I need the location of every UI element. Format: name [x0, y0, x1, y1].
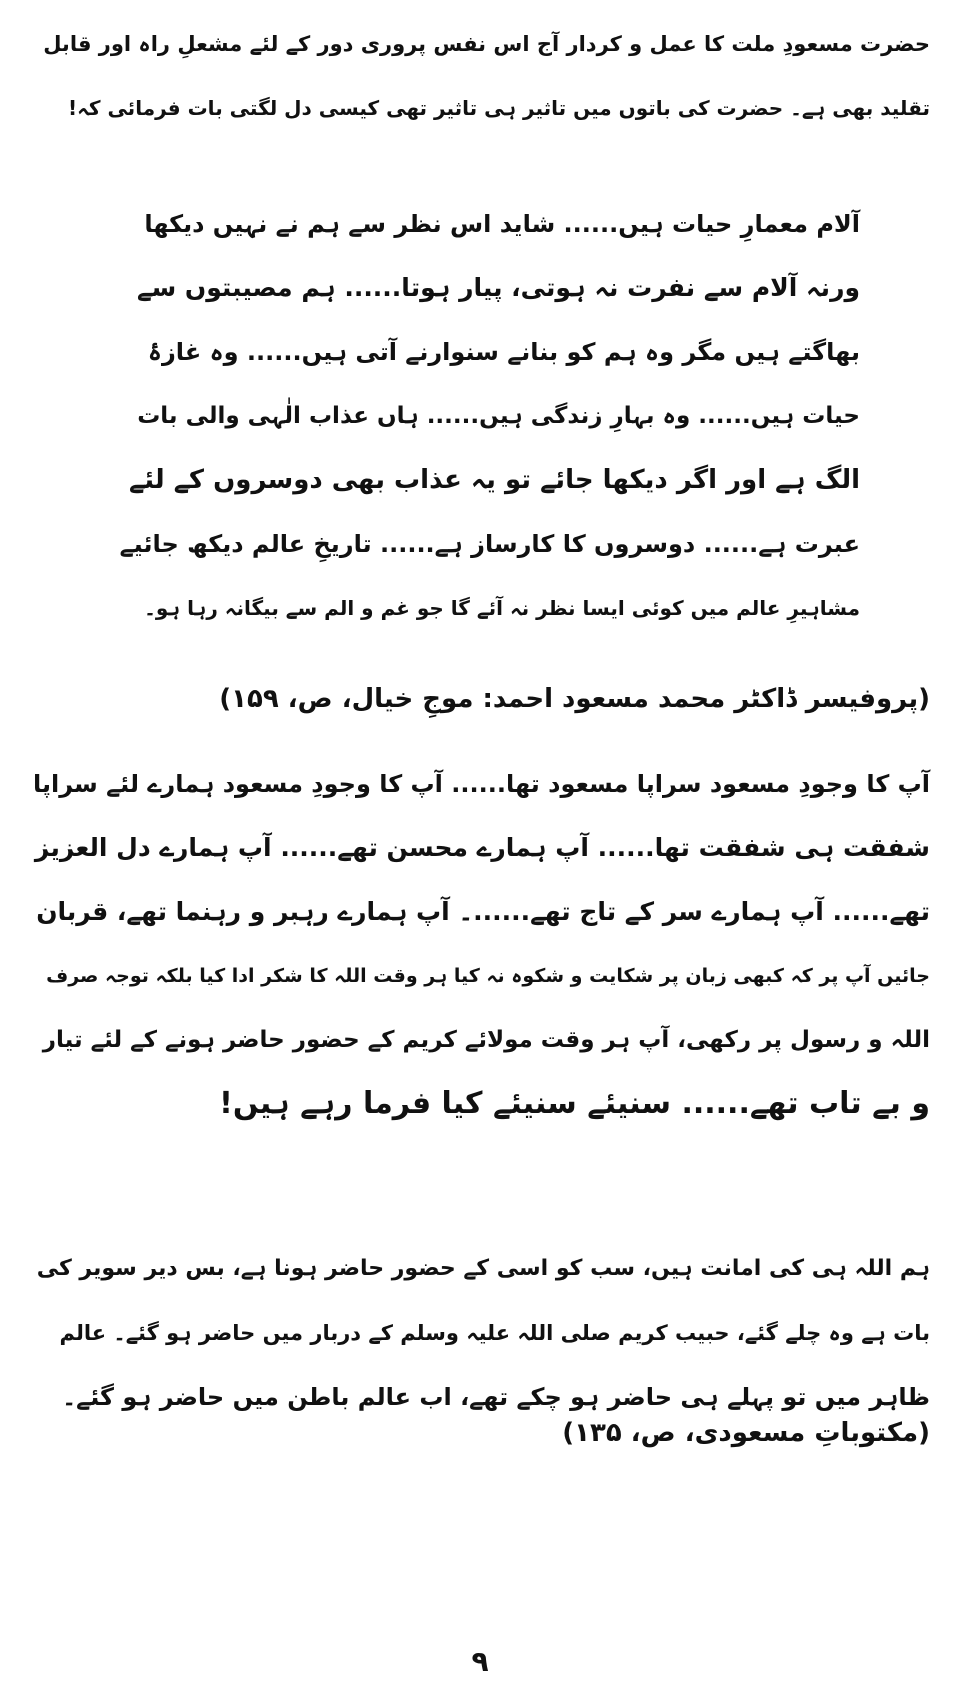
closing-line: ہم اللہ ہی کی امانت ہیں، سب کو اسی کے حضور حاضر ہونا ہے، بس دیر سویر کی — [36, 1256, 930, 1281]
intro-line: تقلید بھی ہے۔ حضرت کی باتوں میں تاثیر ہی تاثیر تھی کیسی دل لگتی بات فرمائی کہ! — [68, 96, 930, 120]
quoted-passage — [120, 192, 860, 640]
quote-line: مشاہیرِ عالم میں کوئی ایسا نظر نہ آئے گا جو غم و الم سے بیگانہ رہا ہو۔ — [144, 596, 860, 620]
body-line: آپ کا وجودِ مسعود سراپا مسعود تھا...... آپ کا وجودِ مسعود ہمارے لئے سراپا — [32, 770, 930, 798]
quote-line: ورنہ آلام سے نفرت نہ ہوتی، پیار ہوتا...... ہم مصیبتوں سے — [136, 273, 860, 302]
quote-line: الگ ہے اور اگر دیکھا جائے تو یہ عذاب بھی دوسروں کے لئے — [129, 465, 860, 495]
body-line: و بے تاب تھے...... سنیئے سنیئے کیا فرما رہے ہیں! — [219, 1086, 930, 1121]
body-paragraph — [30, 752, 930, 1136]
intro-paragraph — [30, 12, 930, 140]
closing-citation: (مکتوباتِ مسعودی، ص، ۱۳۵) — [562, 1418, 930, 1448]
page-number: ۹ — [471, 1645, 489, 1678]
quote-citation: (پروفیسر ڈاکٹر محمد مسعود احمد: موجِ خیال، ص، ۱۵۹) — [219, 684, 930, 714]
closing-line: بات ہے وہ چلے گئے، حبیب کریم صلی اللہ علیہ وسلم کے دربار میں حاضر ہو گئے۔ عالم — [59, 1321, 930, 1345]
quote-line: بھاگتے ہیں مگر وہ ہم کو بنانے سنوارنے آتی ہیں...... وہ غازۂ — [147, 338, 860, 366]
body-line: تھے...... آپ ہمارے سر کے تاج تھے......۔ آپ ہمارے رہبر و رہنما تھے، قربان — [36, 897, 930, 926]
closing-line: ظاہر میں تو پہلے ہی حاضر ہو چکے تھے، اب عالم باطن میں حاضر ہو گئے۔ — [62, 1383, 930, 1411]
closing-paragraph — [30, 1237, 930, 1429]
intro-line: حضرت مسعودِ ملت کا عمل و کردار آج اس نفس پروری دور کے لئے مشعلِ راہ اور قابل — [43, 32, 930, 56]
body-line: شفقت ہی شفقت تھا...... آپ ہمارے محسن تھے...... آپ ہمارے دل العزیز — [34, 833, 930, 862]
quote-line: عبرت ہے...... دوسروں کا کارساز ہے...... تاریخِ عالم دیکھ جائیے — [119, 530, 860, 558]
body-line: اللہ و رسول پر رکھی، آپ ہر وقت مولائے کریم کے حضور حاضر ہونے کے لئے تیار — [42, 1027, 930, 1053]
body-line: جائیں آپ پر کہ کبھی زبان پر شکایت و شکوہ نہ کیا ہر وقت اللہ کا شکر ادا کیا بلکہ توجہ صرف — [46, 965, 930, 987]
quote-line: حیات ہیں...... وہ بہارِ زندگی ہیں...... ہاں عذاب الٰہی والی بات — [137, 403, 860, 429]
quote-line: آلام معمارِ حیات ہیں...... شاید اس نظر سے ہم نے نہیں دیکھا — [144, 210, 860, 238]
